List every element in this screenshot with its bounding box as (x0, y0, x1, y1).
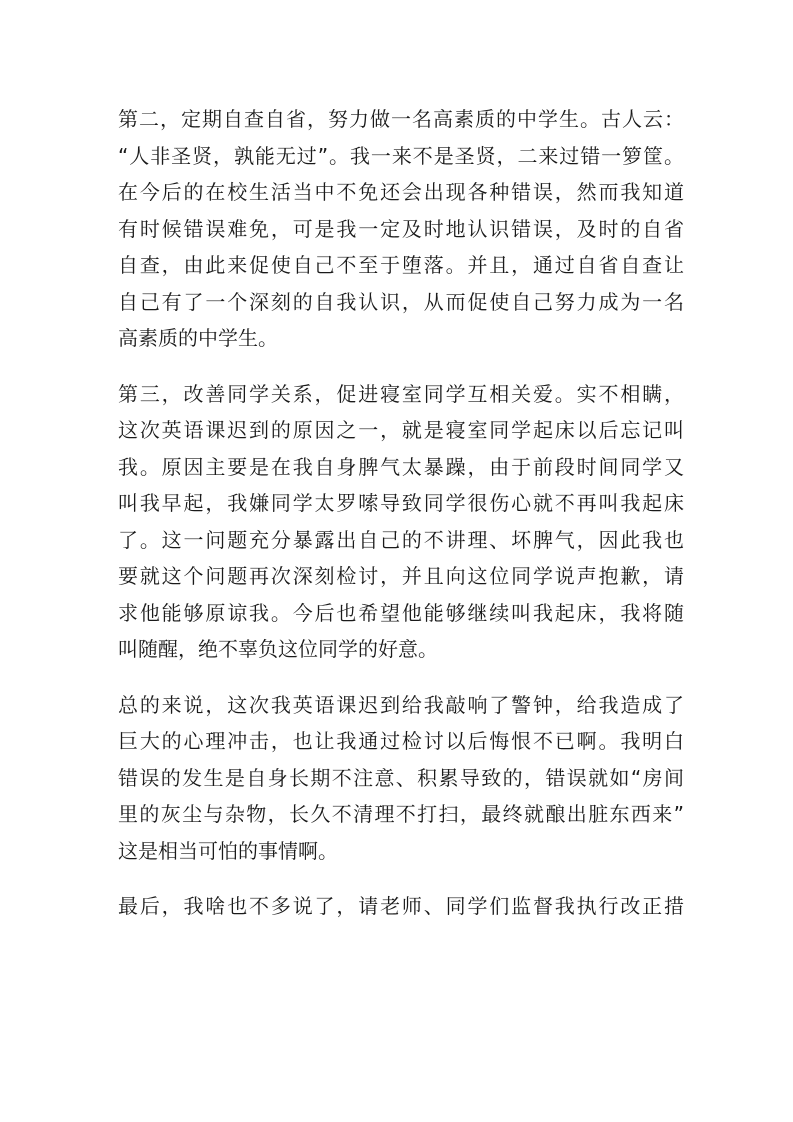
text-line: 在今后的在校生活当中不免还会出现各种错误，然而我知道 (118, 180, 684, 204)
text-line: 总的来说，这次我英语课迟到给我敲响了警钟，给我造成了 (118, 692, 684, 717)
text-line: 巨大的心理冲击，也让我通过检讨以后悔恨不已啊。我明白 (118, 729, 684, 753)
text-line: 里的灰尘与杂物，长久不清理不打扫，最终就酿出脏东西来” (118, 802, 684, 826)
text-line: 自查，由此来促使自己不至于堕落。并且，通过自省自查让 (118, 253, 684, 277)
paragraph-closing (118, 888, 684, 925)
paragraph-self-reflection (118, 101, 684, 357)
text-line: 了。这一问题充分暴露出自己的不讲理、坏脾气，因此我也 (118, 527, 684, 552)
paragraph-summary (118, 687, 684, 870)
text-line: 第二，定期自查自省，努力做一名高素质的中学生。古人云： (118, 107, 684, 131)
text-line: “人非圣贤，孰能无过”。我一来不是圣贤，二来过错一箩筐。 (118, 143, 684, 168)
text-line: 这次英语课迟到的原因之一，就是寝室同学起床以后忘记叫 (118, 418, 684, 442)
text-line: 自己有了一个深刻的自我认识，从而促使自己努力成为一名 (118, 289, 684, 314)
text-line: 叫随醒，绝不辜负这位同学的好意。 (118, 637, 438, 661)
text-line: 这是相当可怕的事情啊。 (118, 838, 338, 863)
text-line: 求他能够原谅我。今后也希望他能够继续叫我起床，我将随 (118, 600, 684, 625)
text-line: 最后，我啥也不多说了，请老师、同学们监督我执行改正措 (118, 894, 684, 918)
text-line: 高素质的中学生。 (118, 326, 278, 350)
document-body (118, 101, 684, 944)
text-line: 有时候错误难免，可是我一定及时地认识错误，及时的自省 (118, 216, 684, 241)
text-line: 错误的发生是自身长期不注意、积累导致的，错误就如“房间 (118, 765, 684, 790)
text-line: 我。原因主要是在我自身脾气太暴躁，由于前段时间同学又 (118, 454, 684, 479)
text-line: 叫我早起，我嫌同学太罗嗦导致同学很伤心就不再叫我起床 (118, 491, 684, 515)
paragraph-classmate-relations (118, 376, 684, 668)
text-line: 第三，改善同学关系，促进寝室同学互相关爱。实不相瞒， (118, 381, 684, 406)
text-line: 要就这个问题再次深刻检讨，并且向这位同学说声抱歉，请 (118, 564, 684, 588)
